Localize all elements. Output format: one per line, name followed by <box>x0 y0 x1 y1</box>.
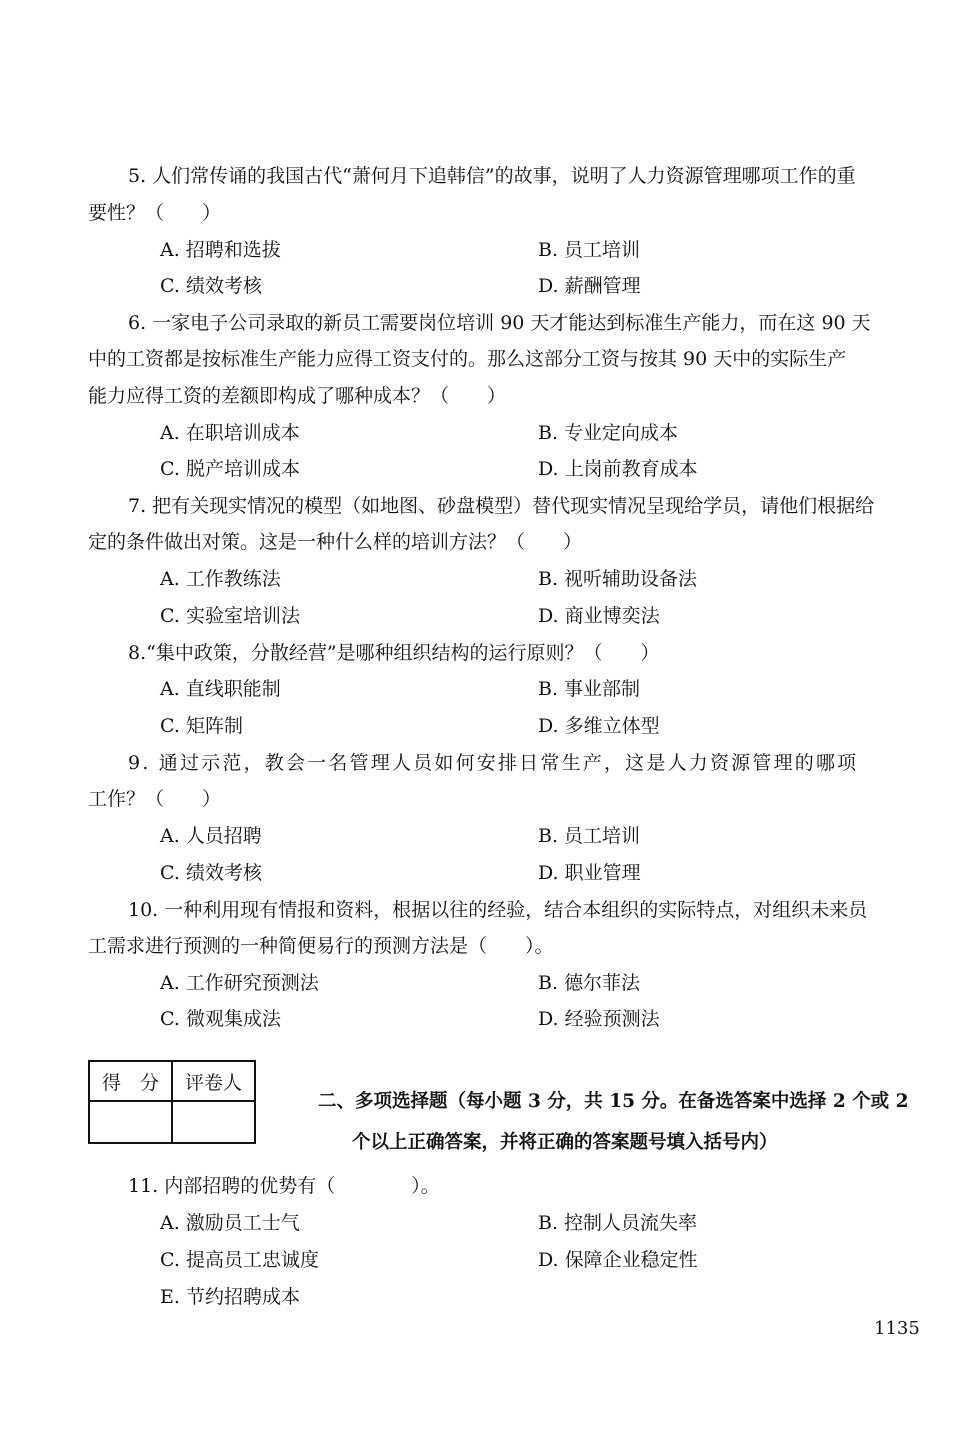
q7-option-a: A. 工作教练法 <box>160 568 281 590</box>
q9-option-d: D. 职业管理 <box>538 862 641 884</box>
q7-option-d: D. 商业博奕法 <box>538 605 660 627</box>
q9-option-c: C. 绩效考核 <box>160 862 262 884</box>
q6-option-d: D. 上岗前教育成本 <box>538 458 698 480</box>
q10-option-a: A. 工作研究预测法 <box>160 972 319 994</box>
question-6-stem-cont2: 能力应得工资的差额即构成了哪种成本？（ ） <box>88 385 507 407</box>
q6-option-b: B. 专业定向成本 <box>538 422 679 444</box>
q7-option-b: B. 视听辅助设备法 <box>538 568 698 590</box>
question-11-stem: 11. 内部招聘的优势有（ ）。 <box>128 1175 440 1197</box>
question-9-stem: 9. 通过示范，教会一名管理人员如何安排日常生产，这是人力资源管理的哪项 <box>128 752 859 774</box>
q8-option-c: C. 矩阵制 <box>160 715 243 737</box>
q10-option-c: C. 微观集成法 <box>160 1008 281 1030</box>
score-table <box>88 1060 256 1144</box>
q8-option-d: D. 多维立体型 <box>538 715 660 737</box>
q5-option-d: D. 薪酬管理 <box>538 275 641 297</box>
q8-option-a: A. 直线职能制 <box>160 678 281 700</box>
question-10-stem-cont: 工需求进行预测的一种简便易行的预测方法是（ ）。 <box>88 935 554 957</box>
question-6-stem: 6. 一家电子公司录取的新员工需要岗位培训 90 天才能达到标准生产能力，而在这 90 天 <box>128 312 871 334</box>
q9-option-b: B. 员工培训 <box>538 825 641 847</box>
question-9-stem-cont: 工作？（ ） <box>88 788 222 810</box>
score-cell[interactable] <box>89 1101 172 1143</box>
q7-option-c: C. 实验室培训法 <box>160 605 300 627</box>
question-7-stem-cont: 定的条件做出对策。这是一种什么样的培训方法？（ ） <box>88 531 583 553</box>
q9-option-a: A. 人员招聘 <box>160 825 262 847</box>
question-10-stem: 10. 一种利用现有情报和资料，根据以往的经验，结合本组织的实际特点，对组织未来员 <box>128 899 868 921</box>
q11-option-a: A. 激励员工士气 <box>160 1212 300 1234</box>
question-6-stem-cont: 中的工资都是按标准生产能力应得工资支付的。那么这部分工资与按其 90 天中的实际生产 <box>88 348 847 370</box>
grader-header: 评卷人 <box>172 1061 255 1101</box>
section-2-title-cont: 个以上正确答案，并将正确的答案题号填入括号内） <box>352 1132 778 1153</box>
score-header: 得 分 <box>89 1061 172 1101</box>
question-5-stem-cont: 要性？（ ） <box>88 202 222 224</box>
q10-option-b: B. 德尔菲法 <box>538 972 641 994</box>
q8-option-b: B. 事业部制 <box>538 678 641 700</box>
q6-option-a: A. 在职培训成本 <box>160 422 300 444</box>
q11-option-e: E. 节约招聘成本 <box>160 1286 300 1308</box>
q5-option-c: C. 绩效考核 <box>160 275 262 297</box>
q11-option-c: C. 提高员工忠诚度 <box>160 1249 319 1271</box>
q5-option-a: A. 招聘和选拔 <box>160 239 281 261</box>
section-2-title: 二、多项选择题（每小题 3 分，共 15 分。在备选答案中选择 2 个或 2 <box>318 1091 909 1112</box>
q10-option-d: D. 经验预测法 <box>538 1008 660 1030</box>
q11-option-b: B. 控制人员流失率 <box>538 1212 698 1234</box>
q6-option-c: C. 脱产培训成本 <box>160 458 300 480</box>
q5-option-b: B. 员工培训 <box>538 239 641 261</box>
page-number: 1135 <box>874 1318 920 1339</box>
question-8-stem: 8.“集中政策，分散经营”是哪种组织结构的运行原则？（ ） <box>128 642 660 664</box>
q11-option-d: D. 保障企业稳定性 <box>538 1249 698 1271</box>
grader-cell[interactable] <box>172 1101 255 1143</box>
question-5-stem: 5. 人们常传诵的我国古代“萧何月下追韩信”的故事，说明了人力资源管理哪项工作的重 <box>128 165 856 187</box>
question-7-stem: 7. 把有关现实情况的模型（如地图、砂盘模型）替代现实情况呈现给学员，请他们根据给 <box>128 495 875 517</box>
